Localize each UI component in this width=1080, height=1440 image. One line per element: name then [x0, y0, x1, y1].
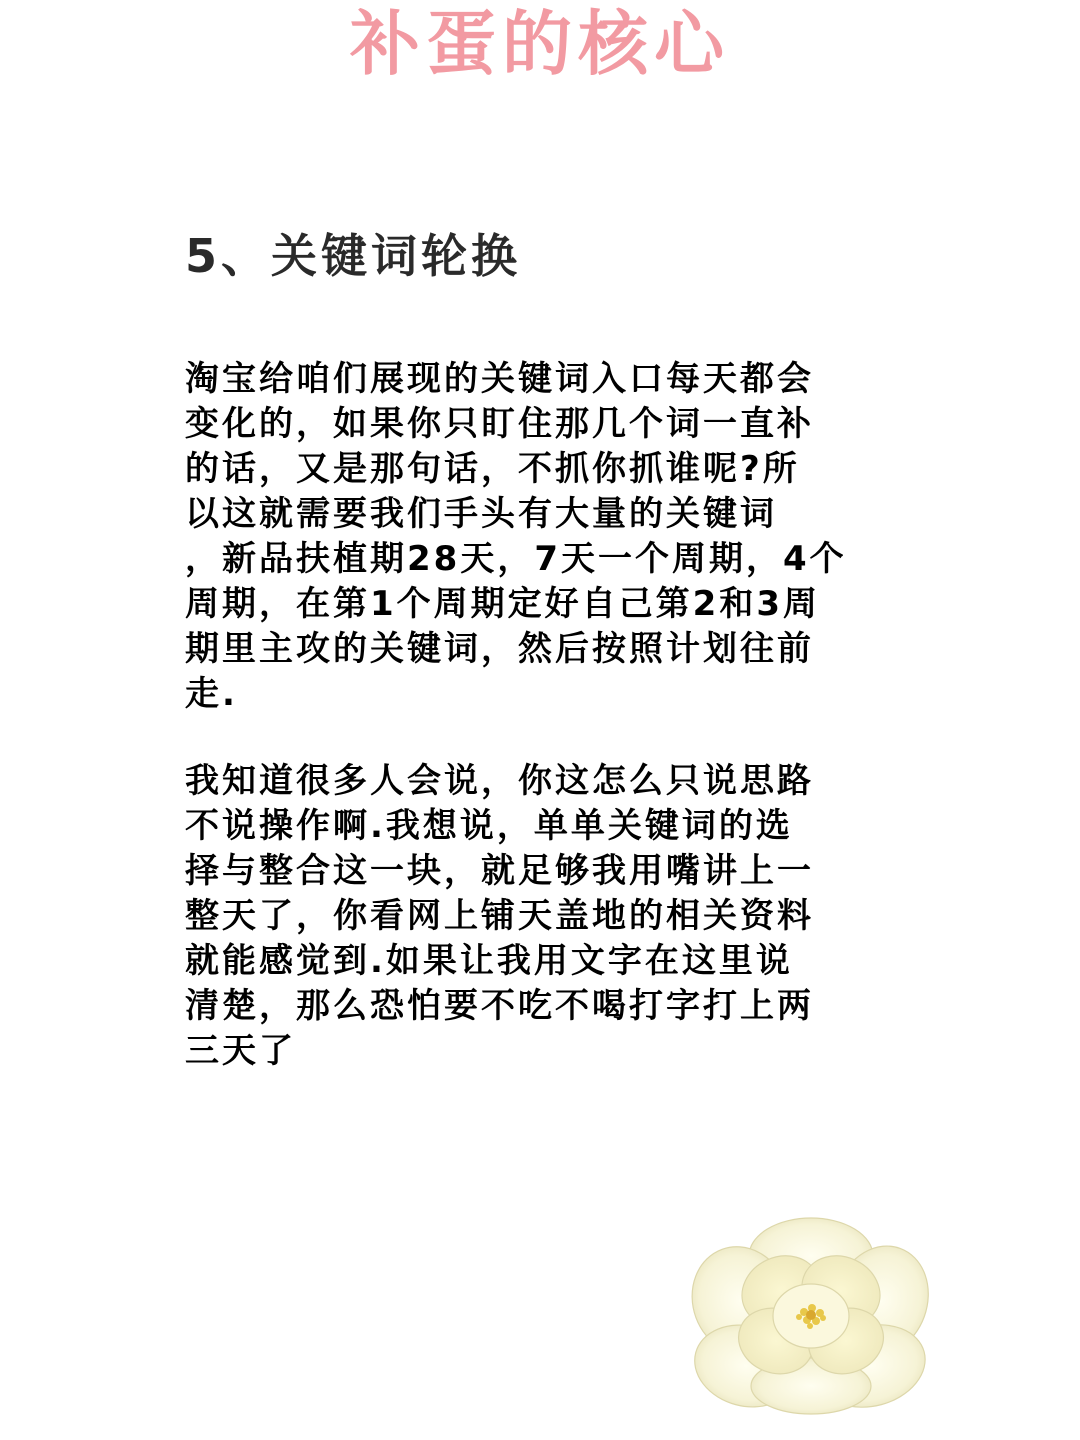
paragraph-keyword-rotation: [185, 357, 847, 717]
paragraph-explanation: [185, 759, 814, 1074]
paragraph-line: 走.: [185, 674, 238, 714]
white-flower-icon: [686, 1216, 936, 1416]
paragraph-line: 就能感觉到.如果让我用文字在这里说: [185, 941, 793, 981]
paragraph-line: 变化的，如果你只盯住那几个词一直补: [185, 404, 814, 444]
paragraph-line: 周期，在第1个周期定好自己第2和3周: [185, 584, 820, 624]
paragraph-line: 择与整合这一块，就足够我用嘴讲上一: [185, 851, 814, 891]
page-title: 补蛋的核心: [350, 3, 730, 85]
paragraph-line: 的话，又是那句话，不抓你抓谁呢?所: [185, 449, 800, 489]
paragraph-line: 我知道很多人会说，你这怎么只说思路: [185, 761, 814, 801]
paragraph-line: 清楚，那么恐怕要不吃不喝打字打上两: [185, 986, 814, 1026]
paragraph-line: 期里主攻的关键词，然后按照计划往前: [185, 629, 814, 669]
paragraph-line: 整天了，你看网上铺天盖地的相关资料: [185, 896, 814, 936]
paragraph-line: 不说操作啊.我想说，单单关键词的选: [185, 806, 793, 846]
paragraph-line: 三天了: [185, 1031, 296, 1071]
paragraph-line: ，新品扶植期28天，7天一个周期，4个: [185, 539, 847, 579]
paragraph-line: 淘宝给咱们展现的关键词入口每天都会: [185, 359, 814, 399]
section-heading: 5、关键词轮换: [185, 229, 522, 283]
paragraph-line: 以这就需要我们手头有大量的关键词: [185, 494, 777, 534]
